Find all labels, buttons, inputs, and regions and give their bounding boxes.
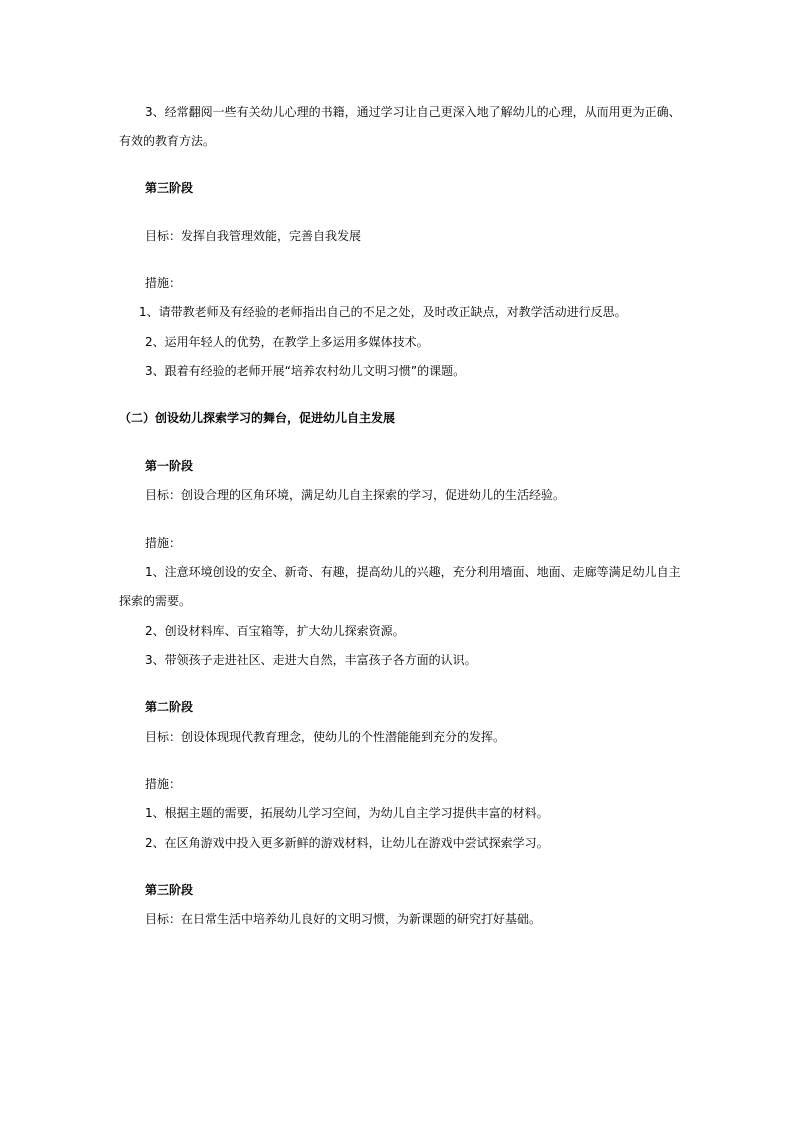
- section-heading: （二）创设幼儿探索学习的舞台，促进幼儿自主发展: [119, 411, 396, 425]
- paragraph-line: 有效的教育方法。: [119, 134, 216, 148]
- list-item: 2、创设材料库、百宝箱等，扩大幼儿探索资源。: [145, 624, 405, 638]
- list-item: 探索的需要。: [119, 594, 192, 608]
- stage-heading: 第一阶段: [145, 459, 194, 473]
- list-item: 1、注意环境创设的安全、新奇、有趣，提高幼儿的兴趣，充分利用墙面、地面、走廊等满足幼儿自主: [145, 565, 681, 579]
- list-item: 1、根据主题的需要，拓展幼儿学习空间，为幼儿自主学习提供丰富的材料。: [145, 806, 549, 820]
- stage-goal: 目标：创设体现现代教育理念，使幼儿的个性潜能能到充分的发挥。: [145, 730, 506, 744]
- paragraph-line: 3、经常翻阅一些有关幼儿心理的书籍，通过学习让自己更深入地了解幼儿的心理，从而用更为正确、: [145, 105, 681, 119]
- stage-heading: 第三阶段: [145, 883, 194, 897]
- stage-goal: 目标：创设合理的区角环境，满足幼儿自主探索的学习，促进幼儿的生活经验。: [145, 488, 566, 502]
- list-item: 2、在区角游戏中投入更多新鲜的游戏材料，让幼儿在游戏中尝试探索学习。: [145, 836, 549, 850]
- stage-heading: 第三阶段: [145, 181, 194, 195]
- measures-label: 措施：: [145, 777, 182, 791]
- measures-label: 措施：: [145, 276, 182, 290]
- list-item: 3、跟着有经验的老师开展“培养农村幼儿文明习惯”的课题。: [145, 364, 466, 378]
- stage-goal: 目标：发挥自我管理效能，完善自我发展: [145, 229, 362, 243]
- list-item: 3、带领孩子走进社区、走进大自然，丰富孩子各方面的认识。: [145, 653, 477, 667]
- measures-label: 措施：: [145, 536, 182, 550]
- list-item: 2、运用年轻人的优势，在教学上多运用多媒体技术。: [145, 335, 429, 349]
- stage-heading: 第二阶段: [145, 700, 194, 714]
- list-item: 1、请带教老师及有经验的老师指出自己的不足之处，及时改正缺点，对教学活动进行反思。: [139, 305, 627, 319]
- stage-goal: 目标：在日常生活中培养幼儿良好的文明习惯，为新课题的研究打好基础。: [145, 912, 542, 926]
